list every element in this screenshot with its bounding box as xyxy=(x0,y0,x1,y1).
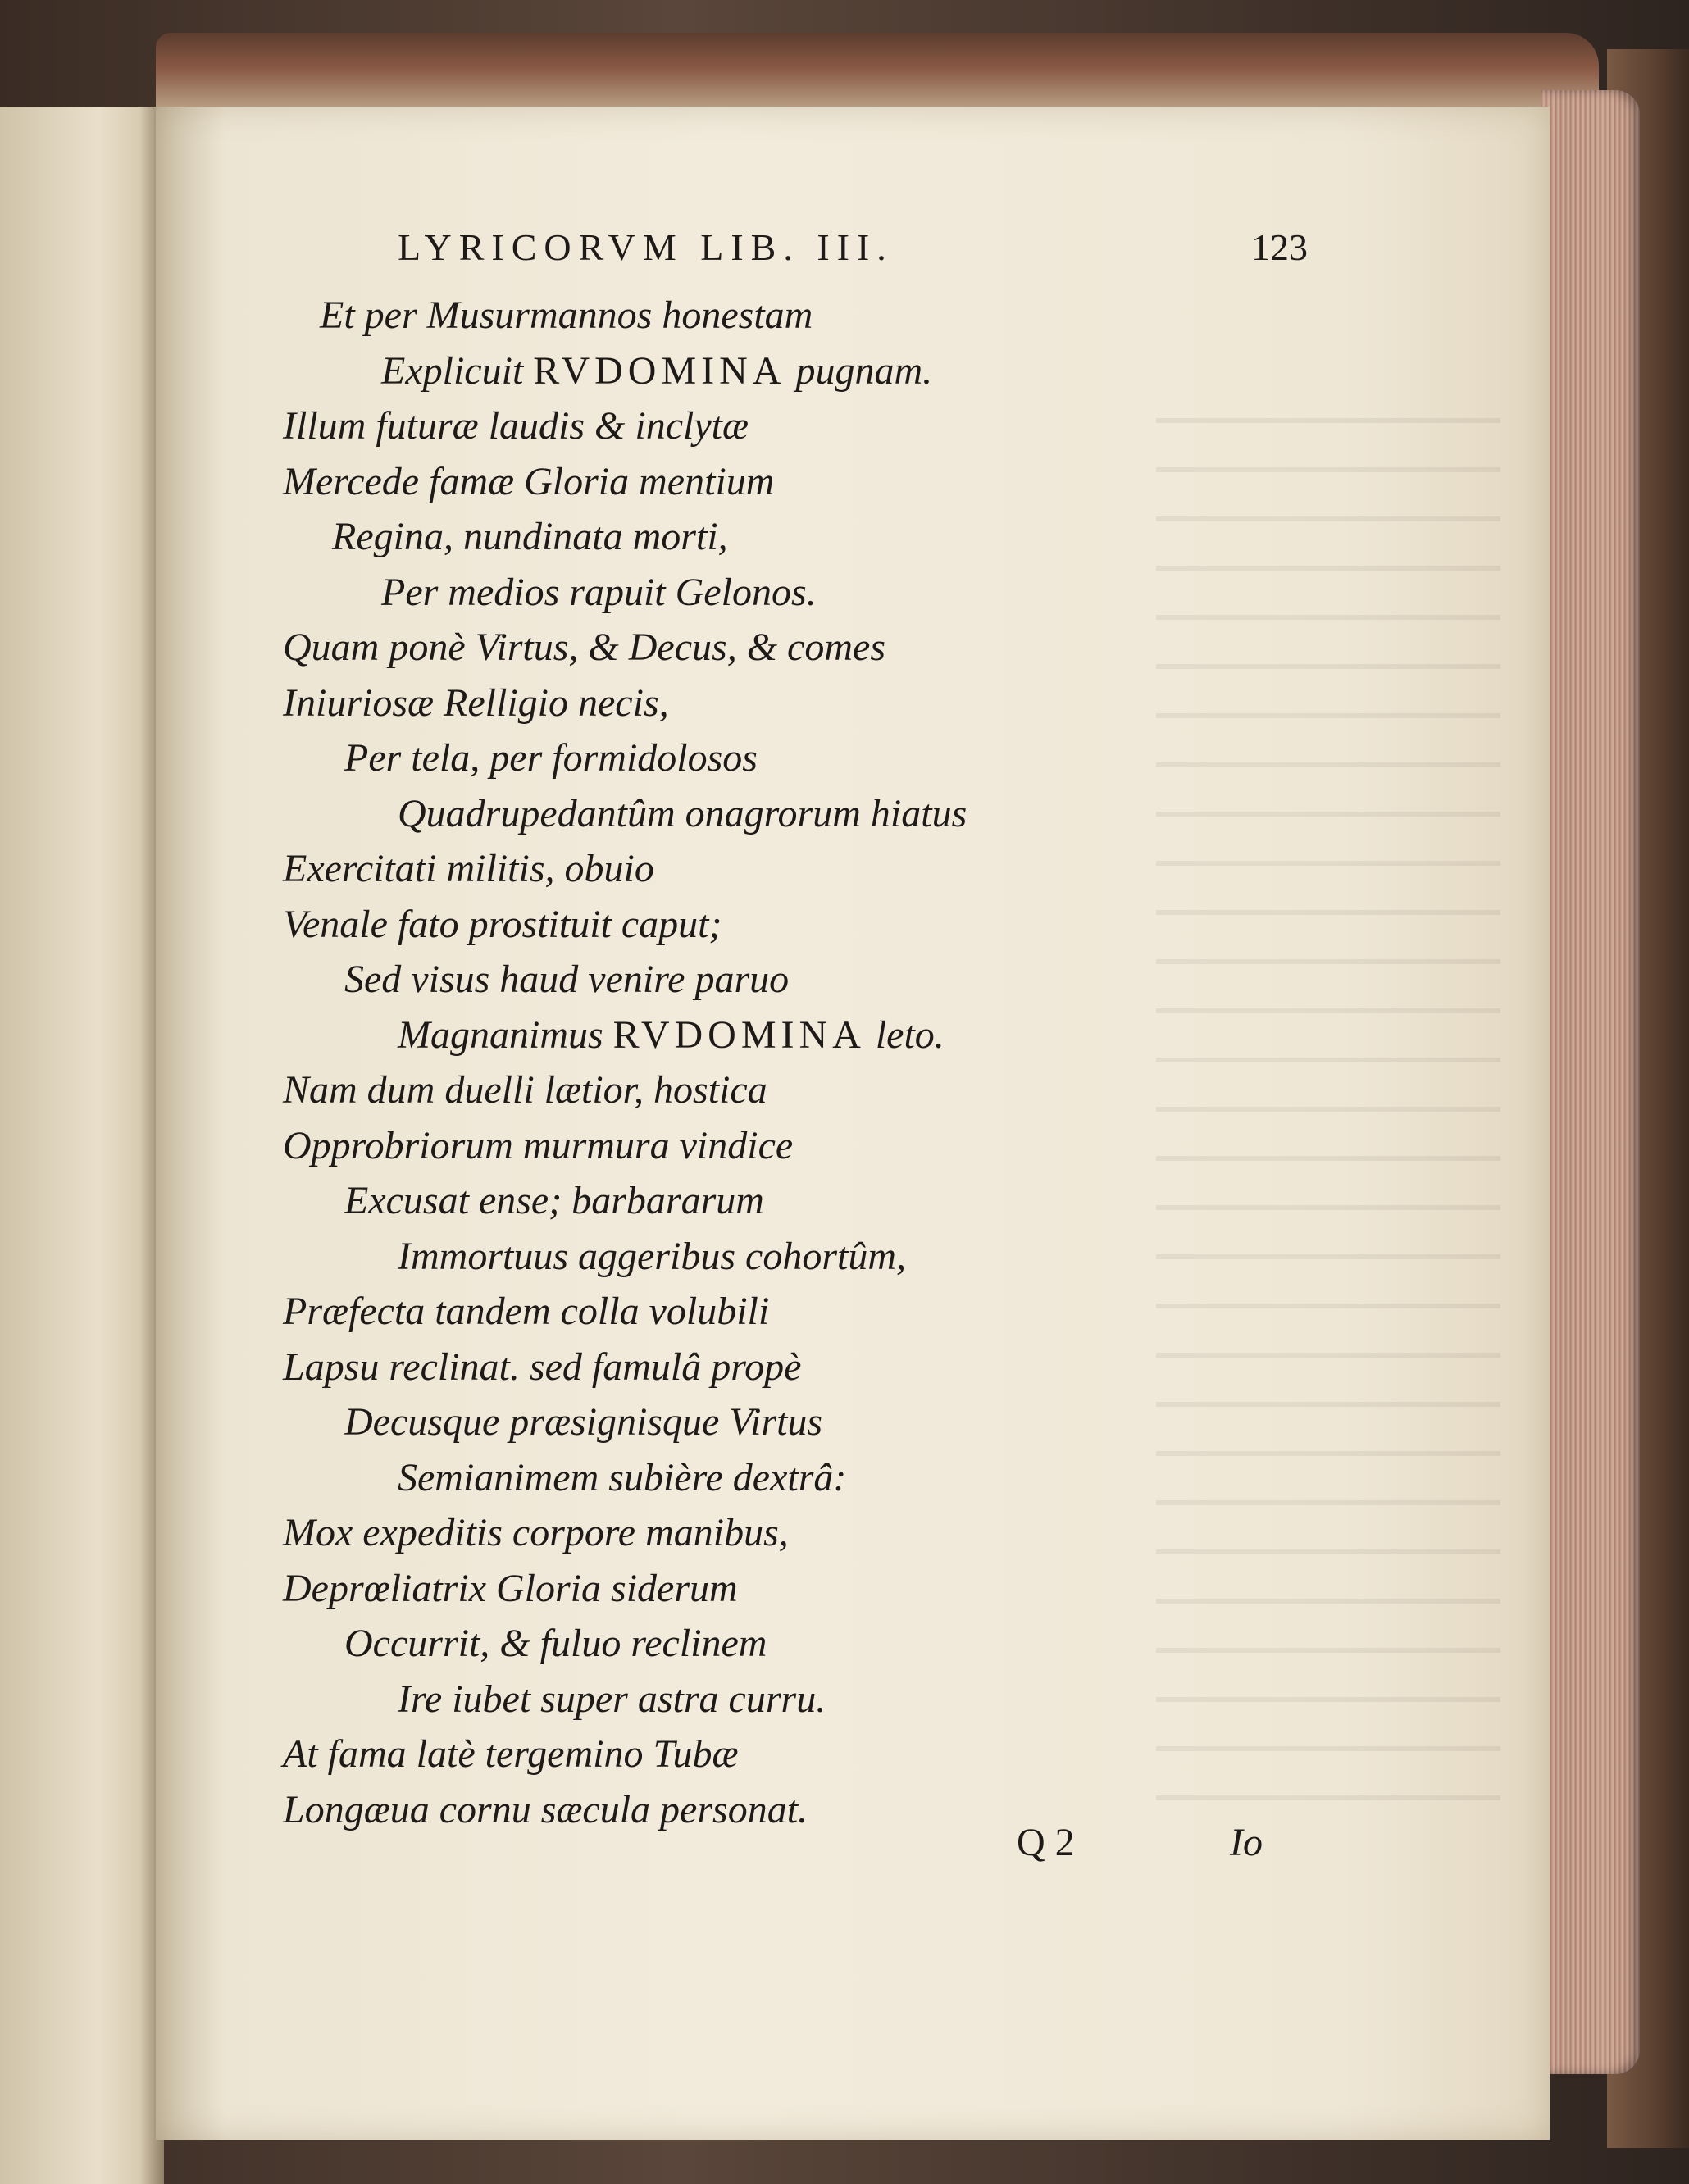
poem-line-text: Magnanimus xyxy=(398,1012,613,1057)
poem-line xyxy=(283,1786,808,1835)
poem-line-text: Mox expeditis corpore manibus, xyxy=(283,1511,789,1554)
poem-line-text: Explicuit xyxy=(381,348,534,393)
poem-line xyxy=(398,1675,826,1724)
poem-line-text: Longæua cornu sæcula personat. xyxy=(283,1787,808,1831)
poem-line-text: Excusat ense; barbararum xyxy=(344,1179,764,1222)
poem-line xyxy=(398,1454,846,1503)
poem-line-text: Quadrupedantûm onagrorum hiatus xyxy=(398,791,967,835)
poem-line-text: Opprobriorum murmura vindice xyxy=(283,1123,794,1167)
poem-line xyxy=(344,1398,822,1447)
poem-line-name-caps: RVDOMINA xyxy=(533,348,786,393)
running-header xyxy=(398,225,1308,275)
poem-line-text: Mercede famæ Gloria mentium xyxy=(283,459,775,503)
poem-line-text: Deprœliatrix Gloria siderum xyxy=(283,1566,738,1610)
poem-line-text: Quam ponè Virtus, & Decus, & comes xyxy=(283,626,885,669)
show-through-texture xyxy=(1156,418,1500,1812)
poem-line-text: Immortuus aggeribus cohortûm, xyxy=(398,1234,906,1278)
poem-line xyxy=(283,1730,739,1779)
poem-line xyxy=(344,734,758,783)
poem-line xyxy=(283,623,885,672)
poem-line xyxy=(283,457,774,507)
poem-line-text: Et per Musurmannos honestam xyxy=(320,293,813,337)
poem-line-text: At fama latè tergemino Tubæ xyxy=(283,1732,739,1776)
poem-line xyxy=(283,1287,769,1336)
poem-line-text: Præfecta tandem colla volubili xyxy=(283,1290,770,1333)
poem-line xyxy=(283,1508,789,1558)
poem-line-text: Venale fato prostituit caput; xyxy=(283,902,722,946)
catchword: Io xyxy=(1230,1821,1263,1864)
poem-line xyxy=(332,512,728,562)
poem-line xyxy=(344,1619,767,1668)
poem-line xyxy=(344,1176,764,1226)
poem-line xyxy=(381,347,932,396)
poem-line-text: Sed visus haud venire paruo xyxy=(344,958,790,1001)
poem-line-text: Decusque præsignisque Virtus xyxy=(344,1400,823,1444)
poem-line xyxy=(283,1343,801,1392)
poem-line-text: Per tela, per formidolosos xyxy=(344,736,758,780)
poem-line-text: Ire iubet super astra curru. xyxy=(398,1677,826,1721)
poem-line xyxy=(283,900,722,949)
poem-line xyxy=(398,1232,906,1281)
poem-line xyxy=(283,1066,767,1115)
poem-line xyxy=(398,1011,945,1060)
signature-mark: Q 2 xyxy=(1017,1821,1075,1864)
running-title: LYRICORVM LIB. III. xyxy=(398,226,894,268)
poem-line xyxy=(381,568,817,617)
poem-line-text: Occurrit, & fuluo reclinem xyxy=(344,1622,767,1665)
poem-line-text: Nam dum duelli lætior, hostica xyxy=(283,1068,767,1112)
poem-line-text: Regina, nundinata morti, xyxy=(332,515,728,558)
poem-line xyxy=(320,291,813,340)
poem-line-text: Semianimem subière dextrâ: xyxy=(398,1455,847,1499)
poem-line-text: Illum futuræ laudis & inclytæ xyxy=(283,404,749,448)
facing-page xyxy=(0,107,164,2184)
poem-line xyxy=(283,402,749,451)
poem-line xyxy=(283,1122,793,1171)
poem-line xyxy=(283,1564,738,1613)
poem-line-text-end: pugnam. xyxy=(785,348,933,393)
poem-line xyxy=(283,679,669,728)
poem-line-text: Lapsu reclinat. sed famulâ propè xyxy=(283,1345,802,1389)
page-fore-edge xyxy=(1541,90,1640,2074)
page-number: 123 xyxy=(1251,226,1308,268)
poem-line-text-end: leto. xyxy=(865,1012,945,1057)
poem-line xyxy=(398,789,967,839)
poem-line-text: Iniuriosæ Relligio necis, xyxy=(283,680,669,725)
poem-line-text: Per medios rapuit Gelonos. xyxy=(381,570,817,614)
poem-line-text: Exercitati militis, obuio xyxy=(283,847,654,890)
poem-line xyxy=(344,955,789,1004)
poem-line-name-caps: RVDOMINA xyxy=(612,1012,866,1057)
poem-line xyxy=(283,844,654,894)
